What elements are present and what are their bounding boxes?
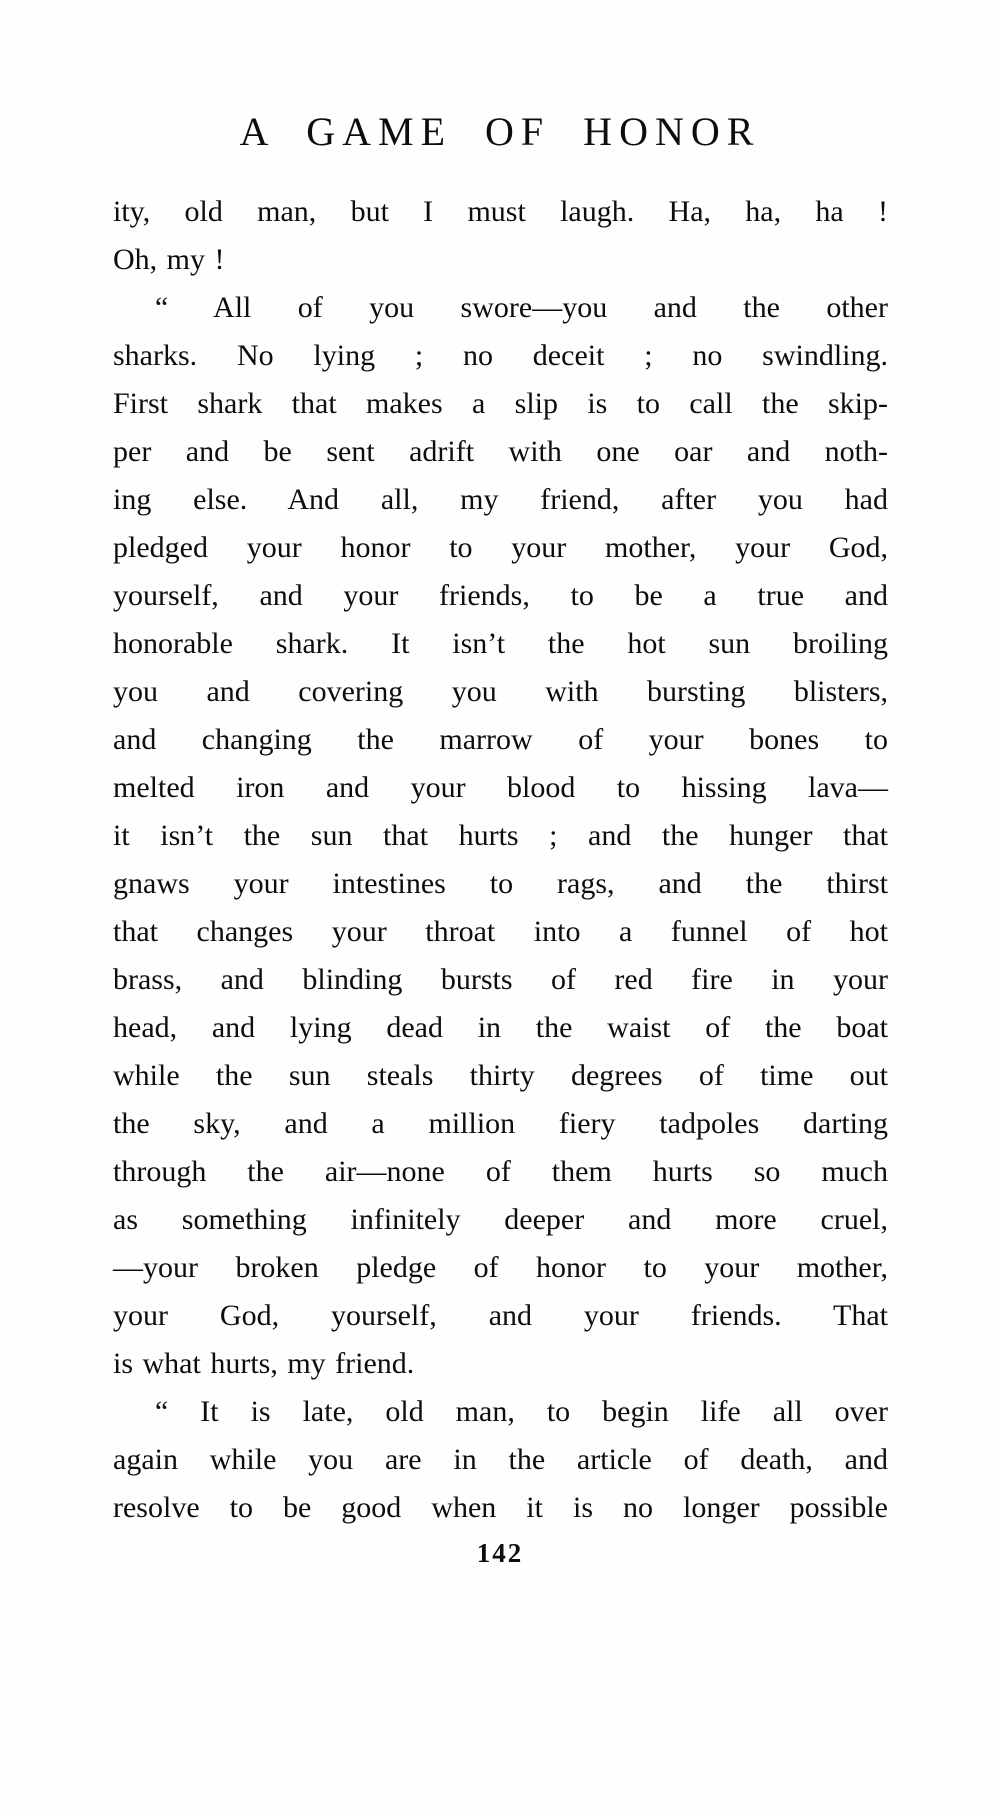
body-line: as something infinitely deeper and more cruel, xyxy=(113,1203,888,1236)
body-line: sharks. No lying ; no deceit ; no swindling. xyxy=(113,339,888,372)
body-line: your God, yourself, and your friends. That xyxy=(113,1299,888,1332)
body-line: melted iron and your blood to hissing lava— xyxy=(113,771,888,804)
body-line: it isn’t the sun that hurts ; and the hunger that xyxy=(113,819,888,852)
body-line: First shark that makes a slip is to call the skip- xyxy=(113,387,888,420)
body-line: yourself, and your friends, to be a true and xyxy=(113,579,888,612)
body-line: pledged your honor to your mother, your God, xyxy=(113,531,888,564)
body-line: gnaws your intestines to rags, and the thirst xyxy=(113,867,888,900)
body-line: again while you are in the article of death, and xyxy=(113,1443,888,1476)
body-line: resolve to be good when it is no longer possible xyxy=(113,1491,888,1524)
body-line: that changes your throat into a funnel of hot xyxy=(113,915,888,948)
body-line: is what hurts, my friend. xyxy=(113,1347,415,1380)
body-line: honorable shark. It isn’t the hot sun broiling xyxy=(113,627,888,660)
page-number: 142 xyxy=(476,1538,524,1568)
body-line: brass, and blinding bursts of red fire in your xyxy=(113,963,888,996)
body-text xyxy=(113,188,888,1532)
body-line: and changing the marrow of your bones to xyxy=(113,723,888,756)
body-line: through the air—none of them hurts so much xyxy=(113,1155,888,1188)
body-line: Oh, my ! xyxy=(113,243,225,276)
page-title: A GAME OF HONOR xyxy=(239,109,761,154)
body-line: —your broken pledge of honor to your mother, xyxy=(113,1251,888,1284)
body-line: ity, old man, but I must laugh. Ha, ha, ha ! xyxy=(113,195,888,228)
body-line: ing else. And all, my friend, after you had xyxy=(113,483,888,516)
body-line: head, and lying dead in the waist of the boat xyxy=(113,1011,888,1044)
body-line: per and be sent adrift with one oar and noth- xyxy=(113,435,888,468)
body-line: you and covering you with bursting blisters, xyxy=(113,675,888,708)
body-line: “ It is late, old man, to begin life all over xyxy=(155,1395,888,1428)
body-line: “ All of you swore—you and the other xyxy=(155,291,888,324)
body-line: while the sun steals thirty degrees of time out xyxy=(113,1059,888,1092)
body-line: the sky, and a million fiery tadpoles darting xyxy=(113,1107,888,1140)
